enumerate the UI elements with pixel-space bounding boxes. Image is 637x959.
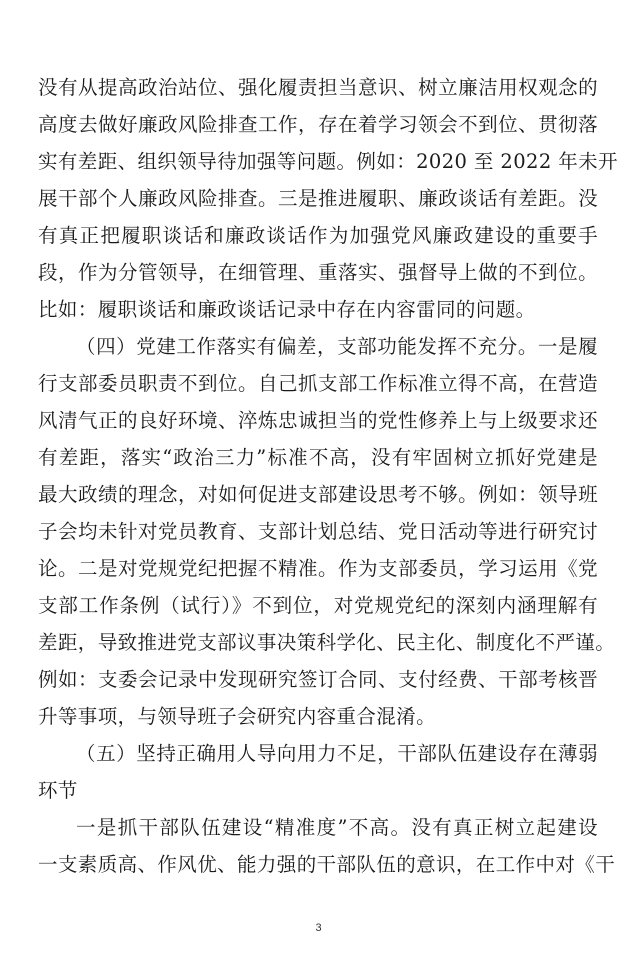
text-line: 行支部委员职责不到位。自己抓支部工作标准立得不高，在营造 (38, 372, 598, 395)
text-line: 升等事项，与领导班子会研究内容重合混淆。 (38, 705, 437, 728)
text-line: 段，作为分管领导，在细管理、重落实、强督导上做的不到位。 (38, 261, 598, 284)
text-line: 比如：履职谈话和廉政谈话记录中存在内容雷同的问题。 (38, 298, 536, 321)
text-line: 一是抓干部队伍建设“精准度”不高。没有真正树立起建设 (76, 816, 598, 839)
text-line: 有差距，落实“政治三力”标准不高，没有牢固树立抓好党建是 (38, 446, 598, 469)
text-line: 例如：支委会记录中发现研究签订合同、支付经费、干部考核晋 (38, 668, 598, 691)
text-line: 展干部个人廉政风险排查。三是推进履职、廉政谈话有差距。没 (38, 187, 598, 210)
section-heading-line: （五）坚持正确用人导向用力不足，干部队伍建设存在薄弱 (76, 742, 598, 765)
page-number: 3 (315, 922, 322, 934)
text-line: 最大政绩的理念，对如何促进支部建设思考不够。例如：领导班 (38, 483, 598, 506)
text-line: 一支素质高、作风优、能力强的干部队伍的意识，在工作中对《干 (38, 853, 616, 876)
text-line: 有真正把履职谈话和廉政谈话作为加强党风廉政建设的重要手 (38, 224, 598, 247)
text-line: 没有从提高政治站位、强化履责担当意识、树立廉洁用权观念的 (38, 76, 598, 99)
text-line: 实有差距、组织领导待加强等问题。例如：2020 至 2022 年未开 (38, 150, 618, 173)
text-line: 支部工作条例（试行）》不到位，对党规党纪的深刻内涵理解有 (38, 594, 598, 617)
text-line: 论。二是对党规党纪把握不精准。作为支部委员，学习运用《党 (38, 557, 598, 580)
text-line: 风清气正的良好环境、淬炼忠诚担当的党性修养上与上级要求还 (38, 409, 598, 432)
text-line: 差距，导致推进党支部议事决策科学化、民主化、制度化不严谨。 (38, 631, 616, 654)
text-line: 子会均未针对党员教育、支部计划总结、党日活动等进行研究讨 (38, 520, 598, 543)
text-line: 高度去做好廉政风险排查工作，存在着学习领会不到位、贯彻落 (38, 113, 598, 136)
section-heading-line: 环节 (38, 779, 78, 802)
section-heading-line: （四）党建工作落实有偏差，支部功能发挥不充分。一是履 (76, 335, 598, 358)
